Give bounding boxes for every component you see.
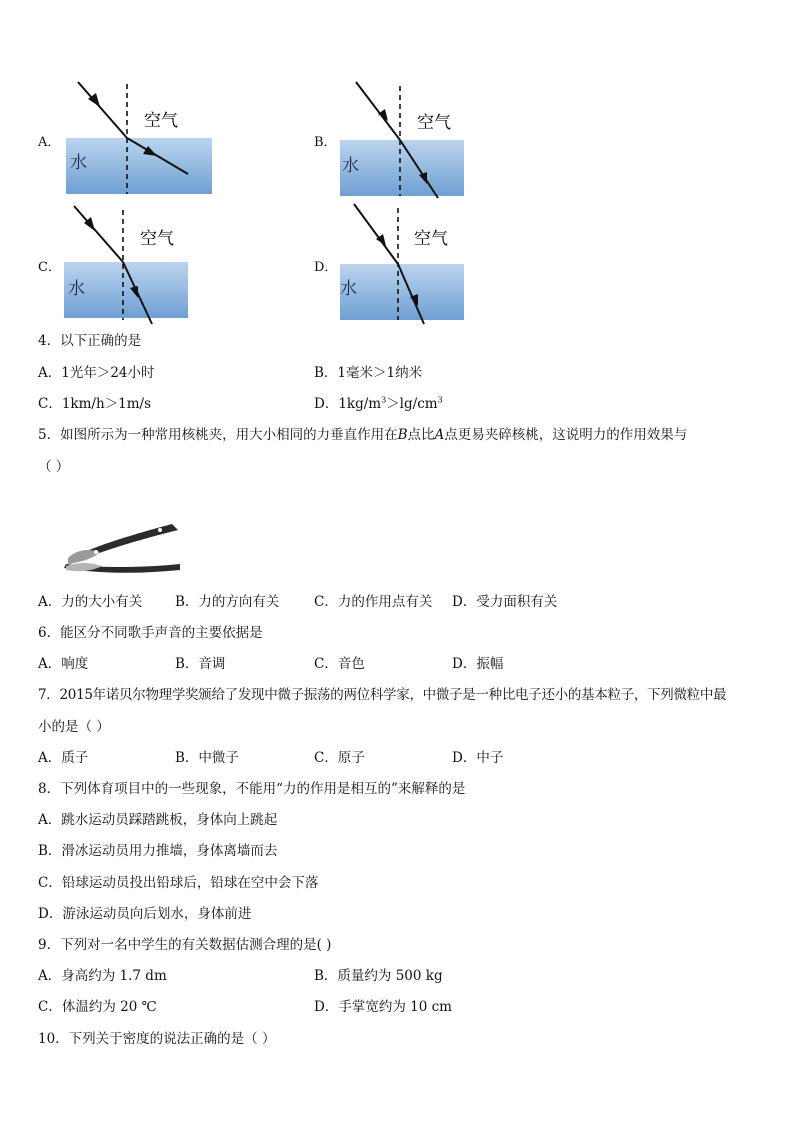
option-label-c: C． xyxy=(38,260,61,275)
q6-option-b: B．音调 xyxy=(175,656,226,672)
water-label: 水 xyxy=(70,153,87,173)
q8-stem: 8．下列体育项目中的一些现象，不能用“力的作用是相互的”来解释的是 xyxy=(38,781,466,797)
q8-option-d: D．游泳运动员向后划水，身体前进 xyxy=(38,906,252,922)
q5-stem: 5．如图所示为一种常用核桃夹，用大小相同的力垂直作用在B点比A点更易夹碎核桃，这说明力的作用效果与 xyxy=(38,427,688,443)
q4-stem: 4．以下正确的是 xyxy=(38,333,142,349)
water-label: 水 xyxy=(68,279,85,299)
point-a-marker xyxy=(94,550,98,554)
air-label: 空气 xyxy=(140,229,174,249)
q4-option-b: B．1毫米＞1纳米 xyxy=(314,365,423,381)
refraction-diagram-b xyxy=(334,78,474,203)
incident-ray xyxy=(74,206,123,262)
q6-option-c: C．音色 xyxy=(314,656,365,672)
q8-option-b: B．滑冰运动员用力推墙，身体离墙而去 xyxy=(38,843,278,859)
air-label: 空气 xyxy=(414,229,448,249)
q6-option-d: D．振幅 xyxy=(452,656,504,672)
refracted-ray xyxy=(354,204,398,264)
q7-option-c: C．原子 xyxy=(314,750,365,766)
q4-option-a: A．1光年＞24小时 xyxy=(38,365,155,381)
q5-option-c: C．力的作用点有关 xyxy=(314,594,433,610)
q9-option-b: B．质量约为 500 kg xyxy=(314,968,443,984)
air-label: 空气 xyxy=(144,111,178,131)
q4-option-c: C．1km/h＞1m/s xyxy=(38,396,152,412)
refraction-diagram-a xyxy=(60,78,220,203)
refracted-ray xyxy=(356,82,400,140)
q9-option-c: C．体温约为 20 ℃ xyxy=(38,999,157,1015)
q7-stem-line2: 小的是（ ） xyxy=(38,719,110,735)
q5-option-b: B．力的方向有关 xyxy=(175,594,280,610)
q5-option-d: D．受力面积有关 xyxy=(452,594,558,610)
q7-option-d: D．中子 xyxy=(452,750,504,766)
q9-stem: 9．下列对一名中学生的有关数据估测合理的是( ) xyxy=(38,937,332,953)
refraction-diagram-c xyxy=(58,202,198,327)
q9-option-a: A．身高约为 1.7 dm xyxy=(38,968,167,984)
option-label-b: B． xyxy=(314,135,337,150)
option-label-a: A． xyxy=(38,135,61,150)
q8-option-a: A．跳水运动员踩踏跳板，身体向上跳起 xyxy=(38,812,278,828)
refraction-diagram-d xyxy=(334,200,474,325)
option-label-d: D． xyxy=(314,260,338,275)
nutcracker-illustration xyxy=(60,518,185,584)
water-block xyxy=(66,138,212,194)
q6-stem: 6．能区分不同歌手声音的主要依据是 xyxy=(38,625,263,641)
air-label: 空气 xyxy=(417,113,451,133)
q6-option-a: A．响度 xyxy=(38,656,89,672)
q7-stem-line1: 7．2015年诺贝尔物理学奖颁给了发现中微子振荡的两位科学家，中微子是一种比电子还小的基本粒子，下列微粒中最 xyxy=(38,687,727,703)
water-label: 水 xyxy=(342,156,359,176)
q9-option-d: D．手掌宽约为 10 cm xyxy=(314,999,452,1015)
q4-option-d: D．$1kg/m^3>\lg/cm^3$ xyxy=(314,395,443,412)
q8-option-c: C．铅球运动员投出铅球后，铅球在空中会下落 xyxy=(38,875,319,891)
q7-option-b: B．中微子 xyxy=(175,750,239,766)
incident-ray xyxy=(78,82,127,138)
q7-option-a: A．质子 xyxy=(38,750,89,766)
q10-stem: 10．下列关于密度的说法正确的是（ ） xyxy=(38,1031,276,1047)
q5-answer-bracket: （ ） xyxy=(38,459,70,475)
point-b-marker xyxy=(158,528,162,532)
q5-option-a: A．力的大小有关 xyxy=(38,594,143,610)
water-label: 水 xyxy=(340,279,357,299)
